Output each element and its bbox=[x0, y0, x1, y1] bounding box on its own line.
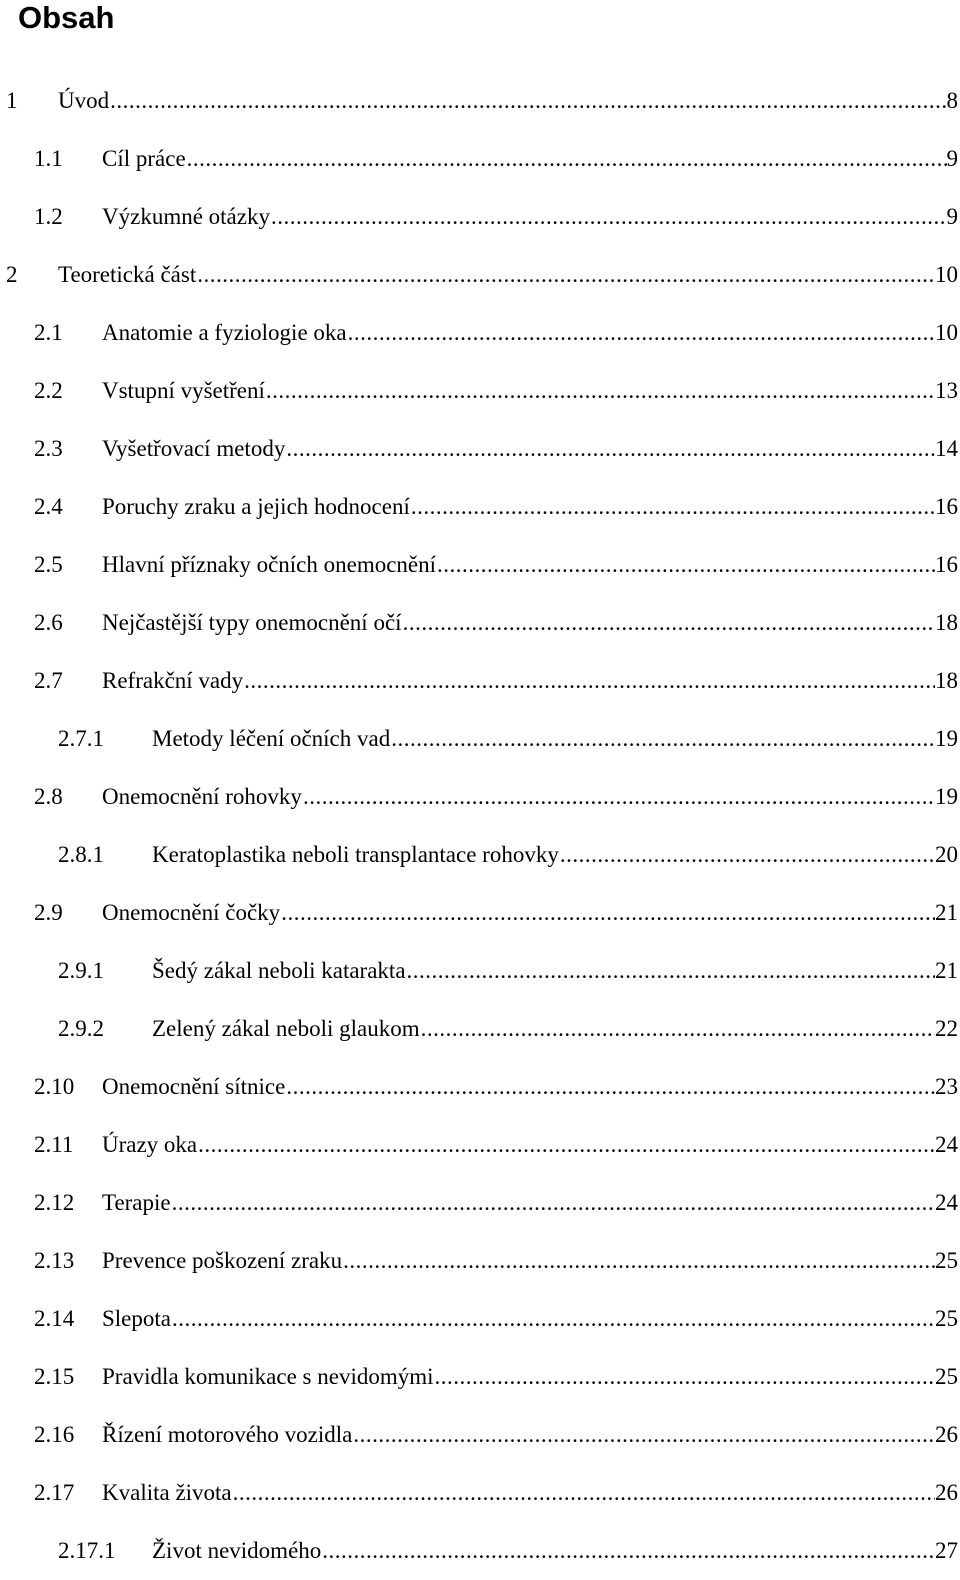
toc-dot-leader bbox=[559, 841, 935, 869]
toc-entry-number: 2.16 bbox=[34, 1421, 102, 1449]
toc-entry[interactable] bbox=[0, 1522, 960, 1580]
toc-dot-leader bbox=[352, 1421, 935, 1449]
toc-entry-title: Cíl práce bbox=[102, 145, 186, 173]
toc-entry-page-number: 16 bbox=[935, 493, 960, 521]
toc-entry[interactable] bbox=[0, 188, 960, 246]
toc-entry-title: Pravidla komunikace s nevidomými bbox=[102, 1363, 434, 1391]
toc-entry-page-number: 9 bbox=[947, 203, 960, 231]
toc-entry-page-number: 8 bbox=[947, 87, 960, 115]
toc-entry-title: Onemocnění rohovky bbox=[102, 783, 302, 811]
toc-entry[interactable] bbox=[0, 130, 960, 188]
toc-entry[interactable] bbox=[0, 826, 960, 884]
toc-entry[interactable] bbox=[0, 768, 960, 826]
toc-entry-number: 2.15 bbox=[34, 1363, 102, 1391]
toc-entry-number: 2.14 bbox=[34, 1305, 102, 1333]
toc-dot-leader bbox=[186, 145, 947, 173]
toc-entry-title: Kvalita života bbox=[102, 1479, 232, 1507]
toc-entry-page-number: 18 bbox=[935, 667, 960, 695]
toc-entry-page-number: 23 bbox=[935, 1073, 960, 1101]
toc-dot-leader bbox=[243, 667, 935, 695]
toc-entry-number: 2.12 bbox=[34, 1189, 102, 1217]
toc-entry-title: Onemocnění čočky bbox=[102, 899, 280, 927]
toc-entry-title: Onemocnění sítnice bbox=[102, 1073, 285, 1101]
toc-entry-title: Prevence poškození zraku bbox=[102, 1247, 342, 1275]
toc-dot-leader bbox=[390, 725, 935, 753]
toc-entry-page-number: 13 bbox=[935, 377, 960, 405]
toc-entry[interactable] bbox=[0, 942, 960, 1000]
toc-entry-page-number: 26 bbox=[935, 1479, 960, 1507]
toc-dot-leader bbox=[197, 1131, 935, 1159]
toc-entry-page-number: 9 bbox=[947, 145, 960, 173]
toc-entry-title: Výzkumné otázky bbox=[102, 203, 270, 231]
toc-entry-page-number: 26 bbox=[935, 1421, 960, 1449]
toc-dot-leader bbox=[321, 1537, 935, 1565]
toc-entry-number: 2.13 bbox=[34, 1247, 102, 1275]
toc-entry-number: 2.6 bbox=[34, 609, 102, 637]
toc-entry-number: 2.8 bbox=[34, 783, 102, 811]
toc-entry-title: Nejčastější typy onemocnění očí bbox=[102, 609, 402, 637]
toc-entry-number: 2.4 bbox=[34, 493, 102, 521]
toc-entry-title: Poruchy zraku a jejich hodnocení bbox=[102, 493, 410, 521]
toc-entry-number: 2.2 bbox=[34, 377, 102, 405]
toc-entry[interactable] bbox=[0, 1290, 960, 1348]
toc-entry-number: 2.8.1 bbox=[58, 841, 152, 869]
toc-entry-page-number: 25 bbox=[935, 1247, 960, 1275]
toc-entry-number: 2.5 bbox=[34, 551, 102, 579]
toc-entry[interactable] bbox=[0, 1116, 960, 1174]
toc-dot-leader bbox=[285, 435, 935, 463]
toc-dot-leader bbox=[410, 493, 935, 521]
page-title: Obsah bbox=[18, 0, 114, 36]
toc-dot-leader bbox=[232, 1479, 935, 1507]
toc-entry-number: 1.2 bbox=[34, 203, 102, 231]
toc-entry[interactable] bbox=[0, 884, 960, 942]
toc-entry-page-number: 25 bbox=[935, 1363, 960, 1391]
toc-dot-leader bbox=[434, 1363, 935, 1391]
toc-entry[interactable] bbox=[0, 246, 960, 304]
toc-entry[interactable] bbox=[0, 1174, 960, 1232]
toc-entry-page-number: 27 bbox=[935, 1537, 960, 1565]
toc-dot-leader bbox=[109, 87, 946, 115]
toc-entry-number: 2.1 bbox=[34, 319, 102, 347]
toc-entry-page-number: 10 bbox=[935, 261, 960, 289]
toc-dot-leader bbox=[402, 609, 935, 637]
toc-entry-number: 2.9.1 bbox=[58, 957, 152, 985]
toc-entry-page-number: 10 bbox=[935, 319, 960, 347]
toc-entry-title: Život nevidomého bbox=[152, 1537, 321, 1565]
toc-entry-title: Refrakční vady bbox=[102, 667, 243, 695]
toc-entry-page-number: 19 bbox=[935, 725, 960, 753]
toc-entry[interactable] bbox=[0, 1058, 960, 1116]
toc-entry-title: Hlavní příznaky očních onemocnění bbox=[102, 551, 436, 579]
toc-entry-page-number: 16 bbox=[935, 551, 960, 579]
toc-entry-number: 1.1 bbox=[34, 145, 102, 173]
toc-entry-page-number: 20 bbox=[935, 841, 960, 869]
toc-dot-leader bbox=[270, 203, 947, 231]
toc-entry-page-number: 25 bbox=[935, 1305, 960, 1333]
toc-entry-title: Řízení motorového vozidla bbox=[102, 1421, 352, 1449]
toc-entry-number: 2.9.2 bbox=[58, 1015, 152, 1043]
toc-entry-number: 2.3 bbox=[34, 435, 102, 463]
toc-dot-leader bbox=[406, 957, 935, 985]
toc-entry[interactable] bbox=[0, 362, 960, 420]
toc-entry[interactable] bbox=[0, 536, 960, 594]
toc-entry[interactable] bbox=[0, 478, 960, 536]
toc-entry-page-number: 19 bbox=[935, 783, 960, 811]
toc-dot-leader bbox=[171, 1305, 935, 1333]
toc-entry-number: 2.17 bbox=[34, 1479, 102, 1507]
toc-entry[interactable] bbox=[0, 652, 960, 710]
toc-dot-leader bbox=[280, 899, 935, 927]
toc-entry-number: 2.7.1 bbox=[58, 725, 152, 753]
toc-entry-title: Teoretická část bbox=[58, 261, 196, 289]
toc-entry-page-number: 21 bbox=[935, 957, 960, 985]
toc-dot-leader bbox=[420, 1015, 935, 1043]
toc-dot-leader bbox=[196, 261, 935, 289]
toc-entry-number: 2 bbox=[6, 261, 58, 289]
toc-entry-number: 2.11 bbox=[34, 1131, 102, 1159]
toc-entry-page-number: 24 bbox=[935, 1131, 960, 1159]
toc-entry-page-number: 24 bbox=[935, 1189, 960, 1217]
toc-entry-title: Vyšetřovací metody bbox=[102, 435, 285, 463]
toc-entry-page-number: 14 bbox=[935, 435, 960, 463]
toc-entry-title: Keratoplastika neboli transplantace rohovky bbox=[152, 841, 559, 869]
toc-entry-number: 2.10 bbox=[34, 1073, 102, 1101]
toc-entry[interactable] bbox=[0, 420, 960, 478]
toc-dot-leader bbox=[265, 377, 935, 405]
toc-entry[interactable] bbox=[0, 1406, 960, 1464]
toc-entry[interactable] bbox=[0, 1464, 960, 1522]
toc-entry-title: Zelený zákal neboli glaukom bbox=[152, 1015, 420, 1043]
toc-entry-number: 2.9 bbox=[34, 899, 102, 927]
toc-entry-number: 2.17.1 bbox=[58, 1537, 152, 1565]
toc-entry-number: 2.7 bbox=[34, 667, 102, 695]
toc-entry[interactable] bbox=[0, 710, 960, 768]
toc-dot-leader bbox=[342, 1247, 935, 1275]
toc-entry-title: Anatomie a fyziologie oka bbox=[102, 319, 347, 347]
toc-entry[interactable] bbox=[0, 304, 960, 362]
toc-dot-leader bbox=[302, 783, 935, 811]
toc-dot-leader bbox=[436, 551, 935, 579]
toc-dot-leader bbox=[285, 1073, 935, 1101]
toc-dot-leader bbox=[171, 1189, 935, 1217]
toc-entry-title: Šedý zákal neboli katarakta bbox=[152, 957, 406, 985]
toc-dot-leader bbox=[347, 319, 935, 347]
toc-entry-title: Vstupní vyšetření bbox=[102, 377, 265, 405]
toc-entry-number: 1 bbox=[6, 87, 58, 115]
toc-entry-title: Úvod bbox=[58, 87, 109, 115]
toc-entry[interactable] bbox=[0, 1232, 960, 1290]
toc-entry-title: Metody léčení očních vad bbox=[152, 725, 390, 753]
toc-entry-page-number: 22 bbox=[935, 1015, 960, 1043]
toc-entry-page-number: 21 bbox=[935, 899, 960, 927]
toc-entry-title: Úrazy oka bbox=[102, 1131, 197, 1159]
toc-entry-title: Terapie bbox=[102, 1189, 171, 1217]
toc-entry-title: Slepota bbox=[102, 1305, 171, 1333]
toc-entry[interactable] bbox=[0, 1348, 960, 1406]
toc-entry-page-number: 18 bbox=[935, 609, 960, 637]
toc-entry[interactable] bbox=[0, 72, 960, 130]
table-of-contents bbox=[0, 72, 960, 1580]
toc-entry[interactable] bbox=[0, 594, 960, 652]
toc-entry[interactable] bbox=[0, 1000, 960, 1058]
